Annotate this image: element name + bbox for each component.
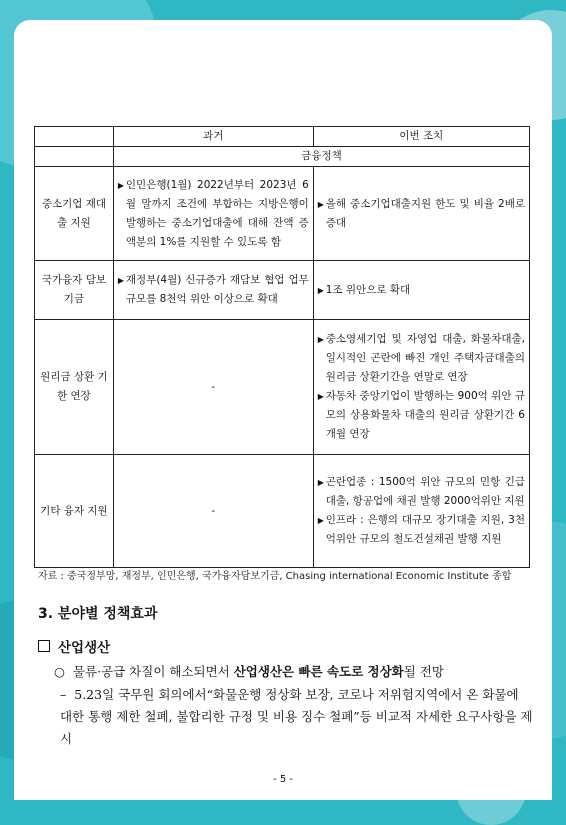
page-number: - 5 - [273,774,293,785]
row-category: 중소기업 재대출 지원 [35,167,114,261]
triangle-bullet-icon: ▶ [317,392,324,401]
paragraph [54,661,534,683]
list-item: ▶ 재정부(4월) 신규증가 재담보 협업 업무규모를 8천억 위안 이상으로 확대 [118,271,309,309]
row-past [113,261,313,320]
table-row [35,261,530,320]
triangle-bullet-icon: ▶ [317,285,324,295]
circle-bullet-icon: ○ [54,664,65,679]
row-past: - [113,320,313,455]
list-item: ▶ 인민은행(1월) 2022년부터 2023년 6월 말까지 조건에 부합하는 지방은행이 발행하는 중소기업대출에 대해 잔액 증액분의 1%를 지원할 수 있도록 함 [118,176,309,252]
list-item: ▶ 곤란업종 : 1500억 위안 규모의 민항 긴급대출, 항공업에 채권 발행 2000억위안 지원 [318,473,525,511]
list-item: ▶ 올해 중소기업대출지원 한도 및 비율 2배로 증대 [318,195,525,233]
subsection-label: 산업생산 [58,640,111,656]
paragraph-text: 물류·공급 차질이 해소되면서 [72,664,234,679]
table-header-blank [35,127,114,147]
row-past: - [113,455,313,568]
paragraph-bold-text: 산업생산은 빠른 속도로 정상화 [233,664,404,679]
paragraph-text: 될 전망 [403,664,444,679]
subsection-title [38,636,110,656]
row-now [313,167,529,261]
list-item: ▶ 1조 위안으로 확대 [318,281,525,300]
table-row [35,320,530,455]
row-category: 원리금 상환 기한 연장 [35,320,114,455]
row-now [313,455,529,568]
triangle-bullet-icon: ▶ [317,478,324,487]
list-item: ▶ 중소영세기업 및 자영업 대출, 화물차대출, 일시적인 곤란에 빠진 개인 주택자금대출의 원리금 상환기간을 연말로 연장 [318,330,525,387]
policy-table [34,126,530,568]
row-now [313,261,529,320]
list-item: ▶ 자동차 중앙기업이 발행하는 900억 위안 규모의 상용화물차 대출의 원리금 상환기간 6개월 연장 [318,387,525,444]
paragraph [60,684,534,750]
table-section-row [35,147,530,167]
table-row [35,167,530,261]
row-category: 국가융자 담보기금 [35,261,114,320]
table-header-row [35,127,530,147]
list-item: ▶ 인프라 : 은행의 대규모 장기대출 지원, 3천억위안 규모의 철도건설채권 발행 지원 [318,511,525,549]
row-past [113,167,313,261]
table-header-now: 이번 조치 [313,127,529,147]
triangle-bullet-icon: ▶ [117,180,125,190]
triangle-bullet-icon: ▶ [317,199,324,209]
row-category: 기타 융자 지원 [35,455,114,568]
row-now [313,320,529,455]
triangle-bullet-icon: ▶ [117,276,125,285]
dash-bullet-icon: – [60,687,67,702]
section-title: 3. 분야별 정책효과 [38,606,158,622]
table-header-past: 과거 [113,127,313,147]
triangle-bullet-icon: ▶ [317,335,324,344]
table-row [35,455,530,568]
triangle-bullet-icon: ▶ [317,516,324,525]
table-section-label: 금융정책 [113,147,529,167]
paragraph-text: 5.23일 국무원 회의에서“화물운행 정상화 보장, 코로나 저위험지역에서 온 화물에 대한 통행 제한 철폐, 불합리한 규정 및 비용 징수 철폐”등 비교적 자세한 요구사항을 제시 [60,687,533,746]
square-bullet-icon [38,640,50,652]
source-note: 자료 : 중국정부망, 재정부, 인민은행, 국가융자담보기금, Chasing international Economic Institute 종합 [38,571,512,582]
table-section-blank [35,147,114,167]
